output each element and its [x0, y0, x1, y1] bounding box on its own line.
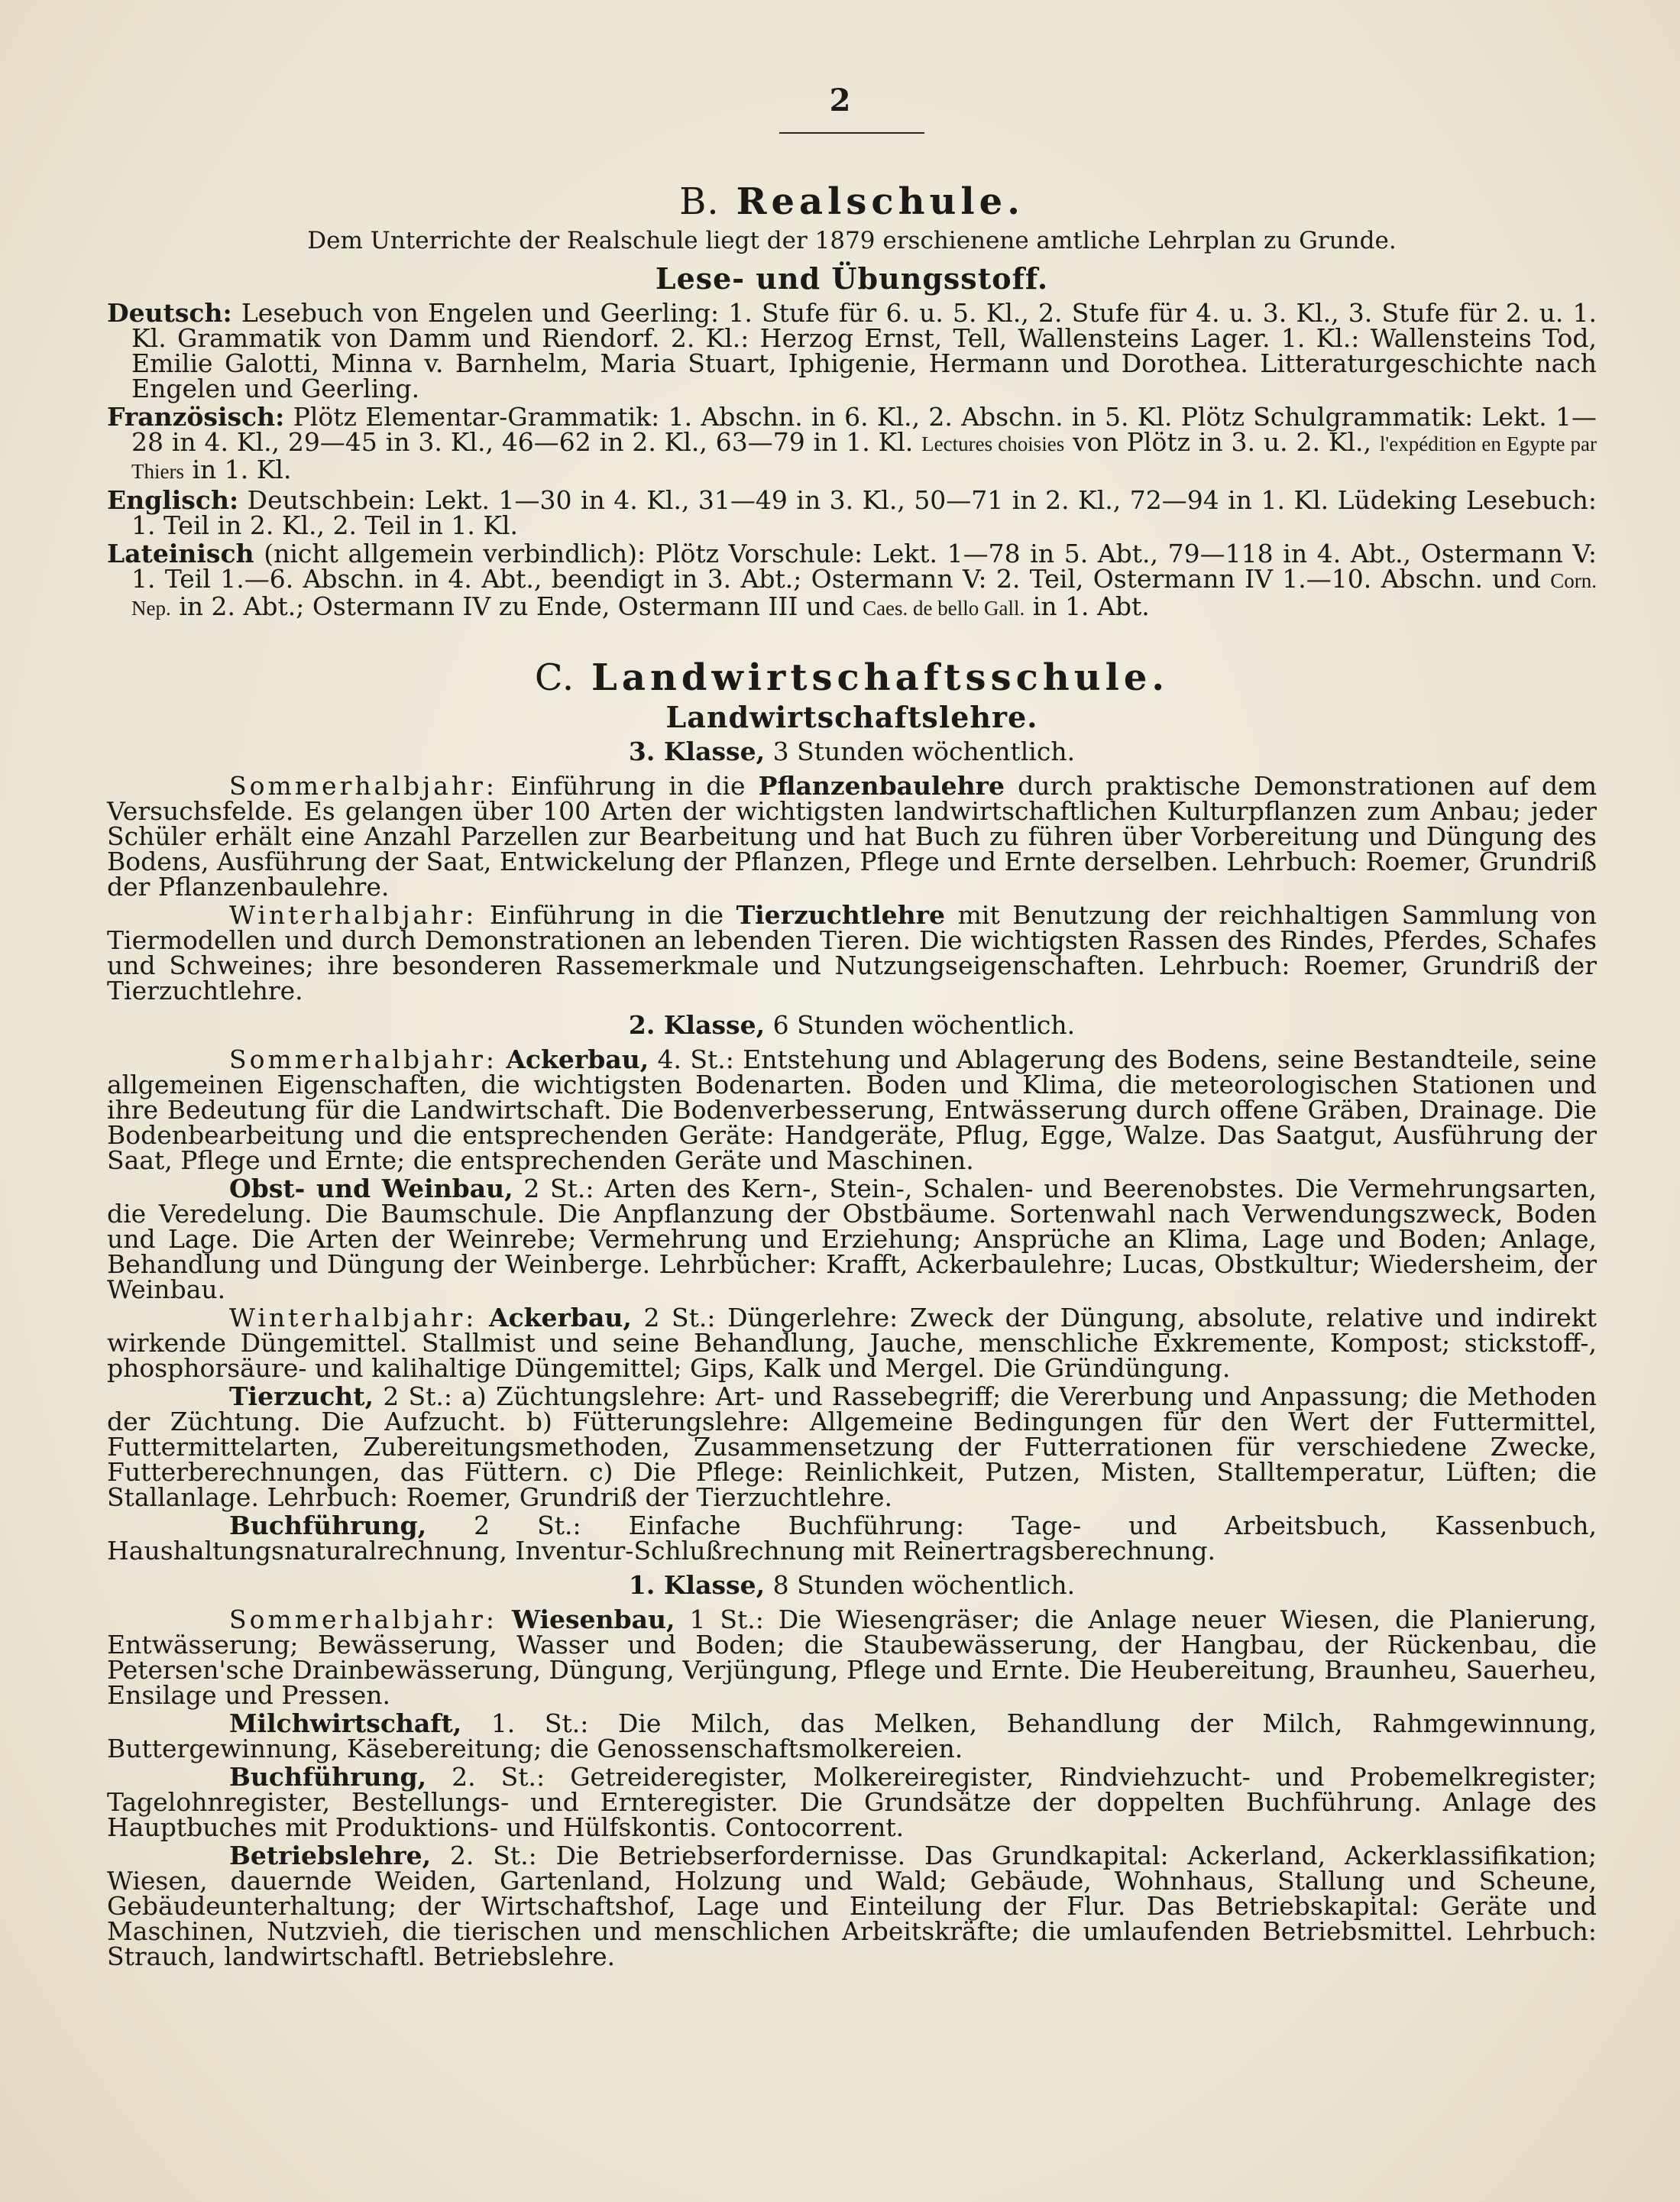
k3-sommer-label: Sommerhalbjahr:	[229, 771, 498, 801]
k3-winter-paragraph	[107, 902, 1597, 1003]
lateinisch-label: Lateinisch	[107, 539, 254, 568]
k3-sommer-keyword: Pflanzenbaulehre	[758, 771, 1005, 801]
deutsch-text: Lesebuch von Engelen und Geerling: 1. Stufe für 6. u. 5. Kl., 2. Stufe für 4. u. 3. Kl., 3. Stufe für 2. u. 1. Kl. Grammatik von Damm und Riendorf. 2. Kl.: Herzog Ernst, Tell, Wallensteins Lager. 1. Kl.: Wallensteins Tod, Emilie Galotti, Minna v. Barnhelm, Maria Stuart, Iphigenie, Hermann und Dorothea. Litteraturgeschichte nach Engelen und Geerling.	[131, 298, 1597, 403]
englisch-label: Englisch:	[107, 485, 239, 515]
section-b-title: Realschule.	[736, 180, 1025, 223]
k2-ackerbau-keyword: Ackerbau,	[506, 1044, 649, 1074]
k3-sommer-text-2: durch praktische Demonstrationen auf dem Versuchsfelde. Es gelangen über 100 Arten der wichtigsten landwirtschaftlichen Kulturpflanzen zum Anbau; jeder Schüler erhält eine Anzahl Parzellen zur Bearbeitung und hat Buch zu führen über Vorbereitung und Düngung des Bodens, Ausführung der Saat, Entwickelung der Pflanzen, Pflege und Ernte derselben. Lehrbuch: Roemer, Grundriß der Pflanzenbaulehre.	[107, 771, 1597, 902]
k3-sommer-paragraph	[107, 771, 1597, 902]
k3-winter-text-1: Einführung in die	[489, 900, 724, 930]
k1-milch-text: 1. St.: Die Milch, das Melken, Behandlung der Milch, Rahmgewinnung, Buttergewinnung, Käsebereitung; die Genossenschaftsmolkereien.	[107, 1708, 1597, 1763]
klasse-3-heading	[107, 739, 1597, 764]
page-number-rule	[779, 132, 924, 134]
lateinisch-latin-1: Corn. Nep.	[131, 569, 1597, 620]
k1-wiesenbau-keyword: Wiesenbau,	[511, 1605, 675, 1634]
k2-buchfuehrung-text: 2 St.: Einfache Buchführung: Tage- und Arbeitsbuch, Kassenbuch, Haushaltungsnaturalrechnung, Inventur-Schlußrechnung mit Reinertragsberechnung.	[107, 1511, 1597, 1566]
k1-sommer-label: Sommerhalbjahr:	[229, 1605, 498, 1634]
page-number: 2	[829, 83, 851, 118]
englisch-text: Deutschbein: Lekt. 1—30 in 4. Kl., 31—49 in 3. Kl., 50—71 in 2. Kl., 72—94 in 1. Kl. Lüdeking Lesebuch: 1. Teil in 2. Kl., 2. Teil in 1. Kl.	[131, 485, 1597, 540]
section-c-heading	[107, 656, 1597, 699]
k1-betrieb-text: 2. St.: Die Betriebserfordernisse. Das Grundkapital: Ackerland, Ackerklassifikation; Wiesen, dauernde Weiden, Gartenland, Holzung und Wald; Gebäude, Wohnhaus, Stallung und Scheune, Gebäudeunterhaltung; der Wirtschaftshof, Lage und Einteilung der Flur. Das Betriebskapital: Geräte und Maschinen, Nutzvieh, die tierischen und menschlichen Arbeitskräfte; die umlaufenden Betriebsmittel. Lehrbuch: Strauch, landwirtschaftl. Betriebslehre.	[107, 1841, 1597, 1971]
section-c-title: Landwirtschaftsschule.	[591, 656, 1170, 699]
k2-ackerbau-paragraph	[107, 1044, 1597, 1175]
section-b-heading	[107, 180, 1597, 223]
section-b-letter: B.	[679, 180, 720, 223]
klasse-1-hours: 8 Stunden wöchentlich.	[772, 1570, 1076, 1600]
section-b-intro: Dem Unterrichte der Realschule liegt der 1879 erschienene amtliche Lehrplan zu Grunde.	[307, 227, 1397, 254]
k2-obst-paragraph	[107, 1176, 1597, 1302]
klasse-2-heading	[107, 1012, 1597, 1038]
k2-ackerbau-text: 4. St.: Entstehung und Ablagerung des Bodens, seine Bestandteile, seine allgemeinen Eigenschaften, die wichtigsten Bodenarten. Boden und Klima, die meteorologischen Stationen und ihre Bedeutung für die Landwirtschaft. Die Bodenverbesserung, Entwässerung durch offene Gräben, Drainage. Die Bodenbearbeitung und die entsprechenden Geräte: Handgeräte, Pflug, Egge, Walze. Das Saatgut, Ausführung der Saat, Pflege und Ernte; die entsprechenden Geräte und Maschinen.	[107, 1044, 1597, 1175]
document-body	[107, 176, 1597, 1972]
deutsch-label: Deutsch:	[107, 298, 232, 328]
franzoesisch-paragraph	[107, 404, 1597, 484]
k1-betrieb-keyword: Betriebslehre,	[229, 1841, 432, 1870]
k1-betrieb-paragraph	[107, 1843, 1597, 1969]
k1-buchfuehrung-paragraph	[107, 1764, 1597, 1840]
klasse-2-hours: 6 Stunden wöchentlich.	[772, 1010, 1076, 1040]
k1-milch-keyword: Milchwirtschaft,	[229, 1708, 462, 1738]
lateinisch-text-2: in 2. Abt.; Ostermann IV zu Ende, Ostermann III und	[179, 591, 855, 621]
franzoesisch-label: Französisch:	[107, 402, 285, 432]
k2-winter-paragraph	[107, 1305, 1597, 1381]
englisch-paragraph	[107, 487, 1597, 538]
k2-winter-label: Winterhalbjahr:	[229, 1303, 477, 1333]
franzoesisch-text-3: in 1. Kl.	[192, 455, 292, 484]
klasse-1-heading	[107, 1572, 1597, 1598]
k1-wiesenbau-paragraph	[107, 1607, 1597, 1708]
deutsch-paragraph	[107, 300, 1597, 401]
k1-buchfuehrung-keyword: Buchführung,	[229, 1762, 427, 1792]
k1-milch-paragraph	[107, 1708, 1597, 1763]
k1-wiesenbau-text: 1 St.: Die Wiesengräser; die Anlage neuer Wiesen, die Planierung, Entwässerung; Bewässerung, Wasser und Boden; die Staubewässerung, der Hangbau, der Rückenbau, die Petersen'sche Drainbewässerung, Düngung, Verjüngung, Pflege und Ernte. Die Heubereitung, Braunheu, Sauerheu, Ensilage und Pressen.	[107, 1605, 1597, 1710]
lateinisch-text-3: in 1. Abt.	[1032, 591, 1150, 621]
franzoesisch-latin-2: l'expédition en Egypte par Thiers	[131, 432, 1597, 483]
k2-obst-text: 2 St.: Arten des Kern-, Stein-, Schalen- und Beerenobstes. Die Vermehrungsarten, die Veredelung. Die Baumschule. Die Anpflanzung der Obstbäume. Sortenwahl nach Verwendungszweck, Boden und Lage. Die Arten der Weinrebe; Vermehrung und Erziehung; Ansprüche an Klima, Lage und Boden; Anlage, Behandlung und Düngung der Weinberge. Lehrbücher: Krafft, Ackerbaulehre; Lucas, Obstkultur; Wiedersheim, der Weinbau.	[107, 1174, 1597, 1304]
k2-tierzucht-text: 2 St.: a) Züchtungslehre: Art- und Rassebegriff; die Vererbung und Anpassung; die Methoden der Züchtung. Die Aufzucht. b) Fütterungslehre: Allgemeine Bedingungen für den Wert der Futtermittel, Futtermittelarten, Zubereitungsmethoden, Zusammensetzung der Futterrationen für verschiedene Zwecke, Futterberechnungen, das Füttern. c) Die Pflege: Reinlichkeit, Putzen, Misten, Stalltemperatur, Lüften; die Stallanlage. Lehrbuch: Roemer, Grundriß der Tierzuchtlehre.	[107, 1381, 1597, 1512]
klasse-3-hours: 3 Stunden wöchentlich.	[772, 737, 1076, 766]
k1-buchfuehrung-text: 2. St.: Getreideregister, Molkereiregister, Rindviehzucht- und Probemelkregister; Tagelohnregister, Bestellungs- und Ernteregister. Die Grundsätze der doppelten Buchführung. Anlage des Hauptbuches mit Produktions- und Hülfskontis. Contocorrent.	[107, 1762, 1597, 1842]
k3-winter-text-2: mit Benutzung der reichhaltigen Sammlung von Tiermodellen und durch Demonstrationen an lebenden Tieren. Die wichtigsten Rassen des Rindes, Pferdes, Schafes und Schweines; ihre besonderen Rassemerkmale und Nutzungseigenschaften. Lehrbuch: Roemer, Grundriß der Tierzuchtlehre.	[107, 900, 1597, 1005]
klasse-1-label: 1. Klasse,	[628, 1570, 766, 1600]
k3-winter-label: Winterhalbjahr:	[229, 900, 477, 930]
k2-tierzucht-keyword: Tierzucht,	[229, 1381, 374, 1411]
k2-winter-keyword: Ackerbau,	[488, 1303, 632, 1333]
lateinisch-latin-2: Caes. de bello Gall.	[863, 597, 1025, 620]
lateinisch-text-1: (nicht allgemein verbindlich): Plötz Vorschule: Lekt. 1—78 in 5. Abt., 79—118 in 4. Abt., Ostermann V: 1. Teil 1.—6. Abschn. in 4. Abt., beendigt in 3. Abt.; Ostermann V: 2. Teil, Ostermann IV 1.—10. Abschn. und	[131, 539, 1597, 594]
k3-winter-keyword: Tierzuchtlehre	[736, 900, 946, 930]
k2-sommer-label: Sommerhalbjahr:	[229, 1044, 498, 1074]
section-b-subheading: Lese- und Übungsstoff.	[655, 261, 1049, 296]
k2-winter-text: 2 St.: Düngerlehre: Zweck der Düngung, absolute, relative und indirekt wirkende Düngemittel. Stallmist und seine Behandlung, Jauche, menschliche Exkremente, Kompost; stickstoff-, phosphorsäure- und kalihaltige Düngemittel; Gips, Kalk und Mergel. Die Gründüngung.	[107, 1303, 1597, 1383]
franzoesisch-text-2: von Plötz in 3. u. 2. Kl.,	[1073, 427, 1372, 457]
k2-buchfuehrung-paragraph	[107, 1511, 1597, 1566]
k3-sommer-text-1: Einführung in die	[510, 771, 746, 801]
k2-buchfuehrung-keyword: Buchführung,	[229, 1511, 427, 1540]
klasse-2-label: 2. Klasse,	[628, 1010, 766, 1040]
franzoesisch-text-1: Plötz Elementar-Grammatik: 1. Abschn. in 6. Kl., 2. Abschn. in 5. Kl. Plötz Schulgrammatik: Lekt. 1—28 in 4. Kl., 29—45 in 3. Kl., 46—62 in 2. Kl., 63—79 in 1. Kl.	[131, 402, 1597, 457]
section-c-letter: C.	[534, 656, 575, 699]
klasse-3-label: 3. Klasse,	[628, 737, 766, 766]
k2-tierzucht-paragraph	[107, 1381, 1597, 1512]
section-c-subheading: Landwirtschaftslehre.	[665, 700, 1038, 734]
lateinisch-paragraph	[107, 541, 1597, 621]
franzoesisch-latin-1: Lectures choisies	[921, 432, 1065, 455]
k2-obst-keyword: Obst- und Weinbau,	[229, 1174, 513, 1203]
section-gap	[107, 624, 1597, 652]
